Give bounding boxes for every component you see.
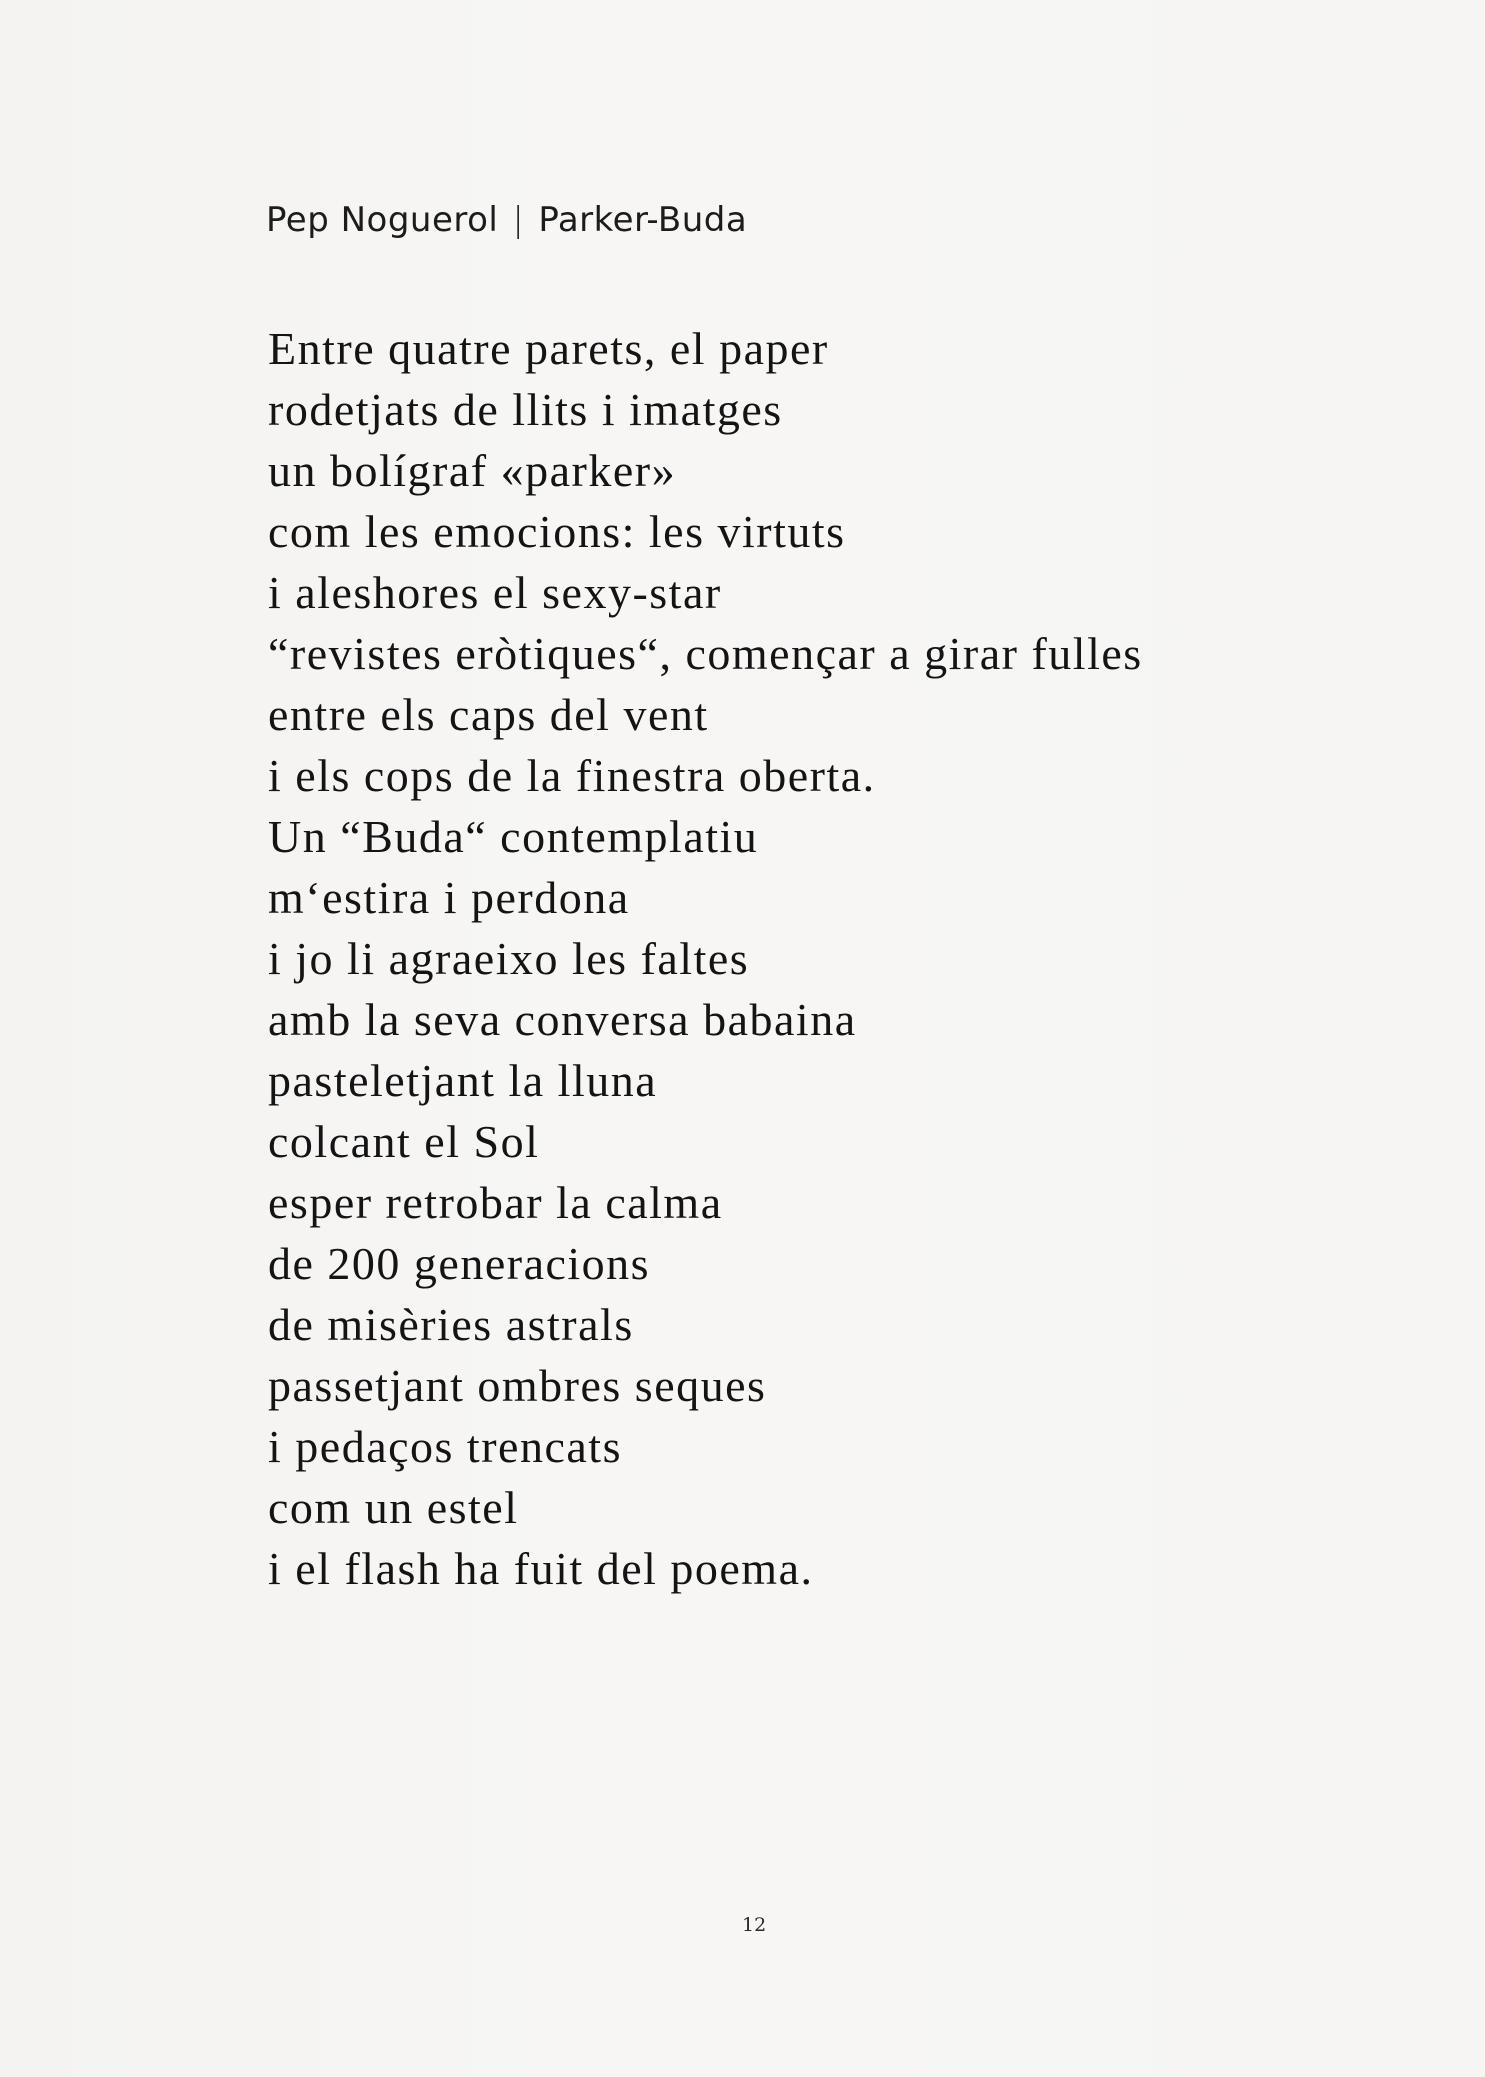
poem-line: com un estel	[268, 1482, 519, 1533]
poem-line: i aleshores el sexy-star	[268, 567, 722, 618]
poem-line: i pedaços trencats	[268, 1421, 622, 1472]
poem-line: Un “Buda“ contemplatiu	[268, 811, 759, 862]
poem-line: Entre quatre parets, el paper	[268, 323, 829, 374]
poem-body	[268, 318, 1143, 1599]
poem-line: entre els caps del vent	[268, 689, 709, 740]
poem-line: un bolígraf «parker»	[268, 445, 677, 496]
page-header	[266, 200, 747, 240]
poem-line: com les emocions: les virtuts	[268, 506, 846, 557]
page-number: 12	[742, 1914, 767, 1936]
poem-line: passetjant ombres seques	[268, 1360, 767, 1411]
poem-line: “revistes eròtiques“, començar a girar fulles	[268, 628, 1143, 679]
poem-line: de 200 generacions	[268, 1238, 651, 1289]
poem-line: i jo li agraeixo les faltes	[268, 933, 750, 984]
poem-line: esper retrobar la calma	[268, 1177, 723, 1228]
poem-line: i els cops de la finestra oberta.	[268, 750, 876, 801]
poem-line: de misèries astrals	[268, 1299, 634, 1350]
poem-line: pasteletjant la lluna	[268, 1055, 658, 1106]
poem-title: Parker-Buda	[538, 200, 748, 240]
header-separator: |	[512, 200, 525, 240]
author-name: Pep Noguerol	[266, 200, 499, 240]
poem-line: rodetjats de llits i imatges	[268, 384, 783, 435]
poem-line: m‘estira i perdona	[268, 872, 630, 923]
poem-line: amb la seva conversa babaina	[268, 994, 857, 1045]
poem-line: colcant el Sol	[268, 1116, 540, 1167]
poem-line: i el flash ha fuit del poema.	[268, 1543, 814, 1594]
